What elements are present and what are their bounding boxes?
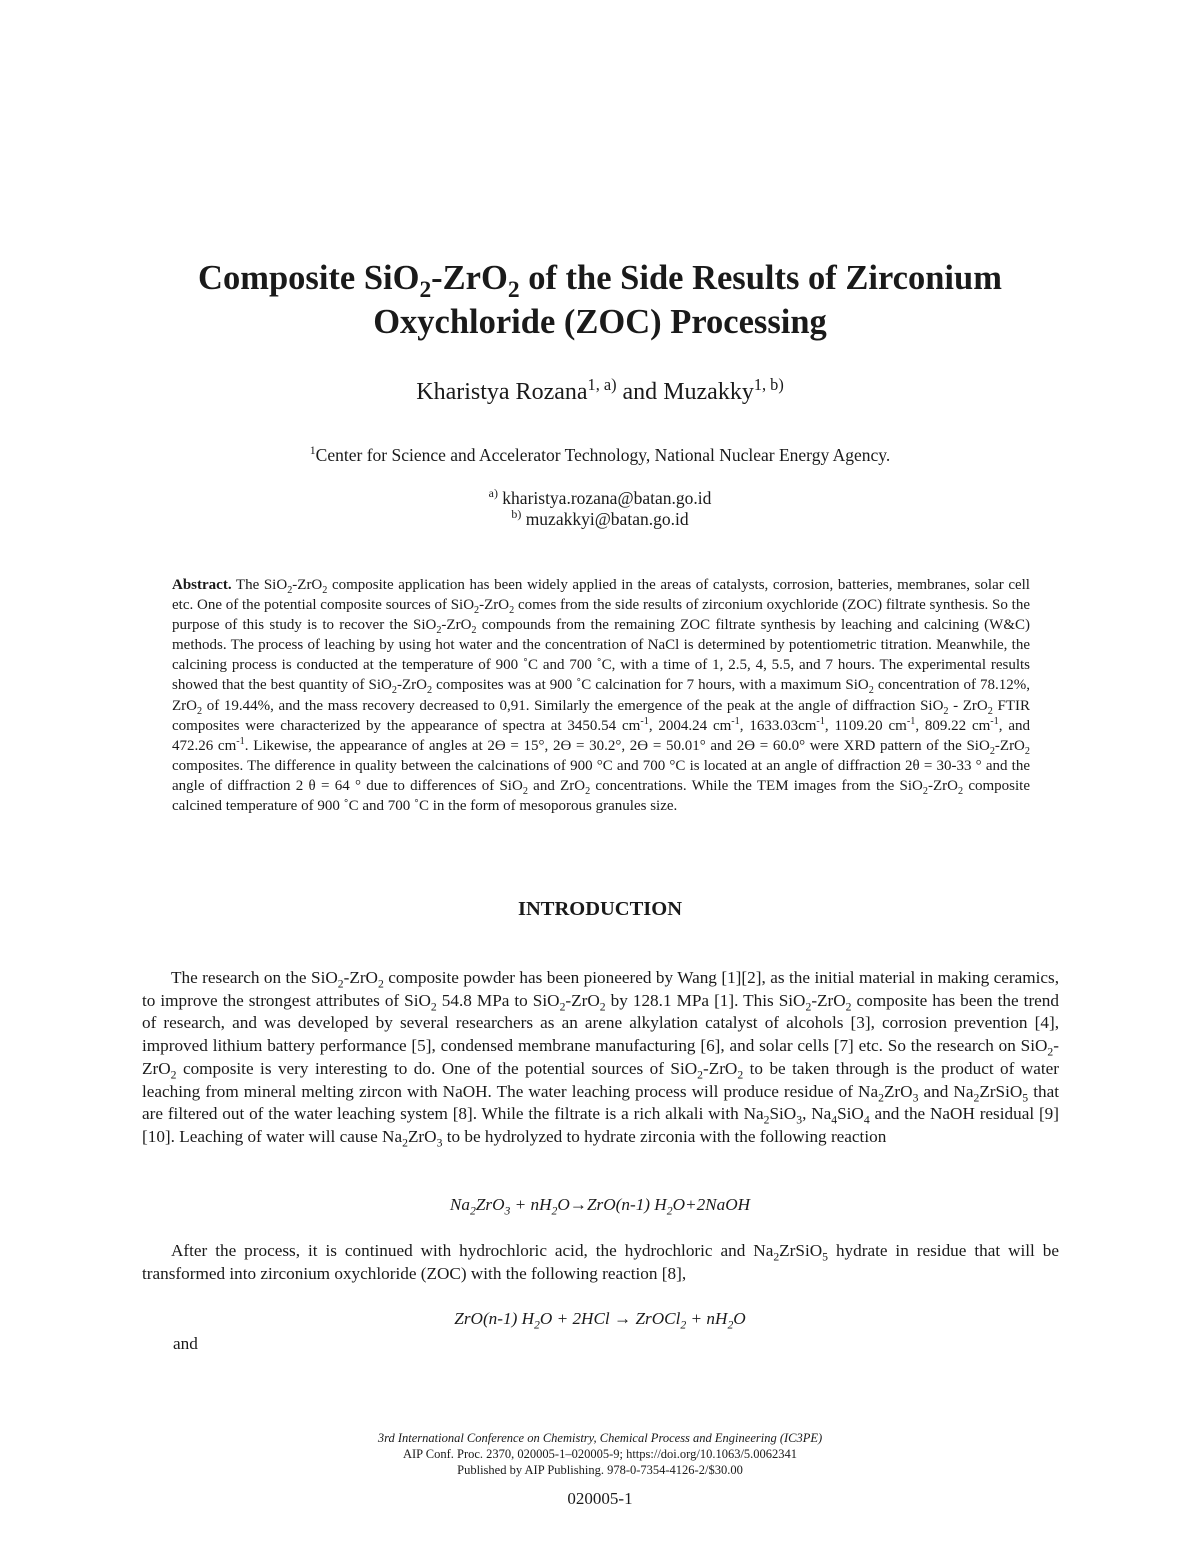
subscript: 2: [666, 1204, 673, 1218]
connector-text: and: [173, 1334, 198, 1353]
body-text: -ZrO: [142, 1036, 1059, 1078]
affiliation: [100, 443, 1100, 467]
email-mark: a): [488, 486, 498, 501]
equation-hydrolysis: [100, 1193, 1100, 1217]
subscript: 2: [534, 1318, 540, 1332]
title-text: -ZrO: [431, 259, 508, 297]
email-mark: b): [511, 507, 522, 522]
abstract-text: of 19.44%, and the mass recovery decreased to 0,91. Similarly the emergence of the peak at the angle of diffraction SiO: [202, 697, 944, 714]
body-text: -ZrO: [811, 990, 846, 1010]
section-heading-introduction: INTRODUCTION: [517, 898, 683, 920]
body-text: and Na: [918, 1081, 974, 1101]
abstract-label: Abstract.: [172, 577, 232, 593]
subscript: 2: [697, 1068, 703, 1082]
subscript: 2: [868, 685, 874, 697]
subscript: 2: [469, 1204, 476, 1218]
body-text: composite powder has been pioneered by Wang [1][2], as the initial material in making ceramics, to improve the strongest attributes of SiO: [142, 968, 1060, 1010]
subscript: 2: [737, 1068, 744, 1082]
abstract: [172, 575, 1030, 816]
title-text: of the Side Results of Zirconium: [519, 259, 1002, 297]
body-text: 54.8 MPa to SiO: [436, 990, 560, 1010]
abstract-text: -ZrO: [292, 577, 323, 593]
subscript: 2: [1047, 1045, 1054, 1059]
abstract-text: , 1109.20 cm: [824, 717, 907, 734]
author-name: Muzakky: [663, 379, 754, 405]
equation-text: + nH: [686, 1309, 728, 1328]
title-subscript: 2: [419, 276, 432, 303]
abstract-text: - ZrO: [948, 697, 988, 714]
subscript: 2: [426, 685, 433, 697]
abstract-text: -ZrO: [396, 677, 427, 694]
subscript: 2: [943, 705, 949, 717]
superscript: -1: [236, 735, 245, 747]
equation-zoc-formation: [100, 1307, 1100, 1331]
body-text: and the NaOH residual [9][10]. Leaching of water will cause Na: [142, 1104, 1059, 1146]
subscript: 2: [763, 1113, 770, 1127]
subscript: 2: [471, 625, 477, 637]
email-list: [100, 488, 1100, 530]
subscript: 2: [845, 1000, 852, 1014]
email-line: [100, 509, 1100, 530]
footer-citation[interactable]: AIP Conf. Proc. 2370, 020005-1–020005-9; https://doi.org/10.1063/5.0062341: [402, 1447, 798, 1461]
subscript: 4: [863, 1113, 870, 1127]
subscript: 2: [922, 785, 928, 797]
subscript: 2: [773, 1250, 780, 1264]
body-text: by 128.1 MPa [1]. This SiO: [605, 990, 806, 1010]
superscript: -1: [816, 715, 825, 727]
body-text: to be taken through is the product of water leaching from mineral melting zircon with NaOH. The water leaching process will produce residue of Na: [142, 1058, 1059, 1101]
subscript: 2: [805, 1000, 812, 1014]
equation-text: O→ZrO(n-1) H: [557, 1195, 667, 1214]
subscript: 2: [436, 625, 442, 637]
abstract-text: -ZrO: [927, 777, 958, 794]
affiliation-mark: 1: [309, 443, 316, 458]
subscript: 3: [504, 1204, 511, 1218]
subscript: 2: [197, 705, 203, 717]
paper-title: [100, 256, 1100, 344]
equation-text: Na: [449, 1195, 470, 1214]
abstract-text: , 1633.03cm: [739, 717, 817, 734]
title-line-2: Oxychloride (ZOC) Processing: [373, 303, 827, 341]
body-text: composite has been the trend of research, and was developed by several researchers as an arene alkylation catalyst of alcohols [3], corrosion prevention [4], improved lithium battery performance [5], condensed membrane manufacturing [6], and solar cells [7] etc. So the research on SiO: [142, 990, 1059, 1056]
subscript: 2: [680, 1318, 687, 1332]
equation-text: ZrO: [475, 1195, 505, 1214]
abstract-text: , 809.22 cm: [915, 717, 991, 734]
subscript: 5: [1022, 1090, 1029, 1104]
body-text: ZrO: [407, 1126, 437, 1146]
subscript: 2: [727, 1318, 734, 1332]
subscript: 2: [391, 685, 397, 697]
subscript: 2: [878, 1090, 884, 1104]
subscript: 2: [377, 977, 384, 991]
abstract-text: composites was at 900 ˚C calcination for 7 hours, with a maximum SiO: [432, 677, 869, 694]
body-text: After the process, it is continued with hydrochloric acid, the hydrochloric and Na: [171, 1241, 774, 1260]
body-text: to be hydrolyzed to hydrate zirconia with the following reaction: [442, 1126, 887, 1146]
body-paragraph: [142, 967, 1059, 1149]
abstract-text: composite calcined temperature of 900 ˚C and 700 ˚C in the form of mesoporous granules size.: [172, 777, 1030, 815]
page-number: 020005-1: [567, 1489, 633, 1508]
subscript: 2: [522, 785, 528, 797]
subscript: 3: [796, 1113, 803, 1127]
subscript: 2: [402, 1136, 408, 1150]
abstract-text: composite application has been widely applied in the areas of catalysts, corrosion, batteries, membranes, solar cell etc. One of the potential composite sources of SiO: [172, 577, 1030, 614]
superscript: -1: [640, 715, 649, 727]
body-text: -ZrO: [343, 968, 378, 987]
body-text: composite is very interesting to do. One of the potential sources of SiO: [176, 1058, 698, 1078]
subscript: 2: [957, 785, 964, 797]
subscript: 5: [822, 1250, 828, 1264]
superscript: -1: [990, 715, 999, 727]
title-text: Composite SiO: [198, 259, 420, 297]
author-conjunction: and: [616, 379, 664, 405]
title-subscript: 2: [507, 276, 520, 303]
subscript: 2: [322, 585, 328, 596]
abstract-text: -ZrO: [994, 737, 1025, 754]
abstract-text: . Likewise, the appearance of angles at 2Ɵ = 15°, 2Ɵ = 30.2°, 2Ɵ = 50.01° and 2Ɵ = 60.0° were XRD pattern of the SiO: [244, 737, 990, 754]
body-text: -ZrO: [565, 990, 600, 1010]
body-text: hydrate in residue that will be transformed into zirconium oxychloride (ZOC) with the following reaction [8],: [142, 1241, 1059, 1283]
equation-text: O+2NaOH: [672, 1195, 751, 1214]
body-text: ZrO: [883, 1081, 913, 1101]
subscript: 2: [430, 1000, 437, 1014]
abstract-text: and ZrO: [527, 777, 586, 794]
abstract-text: compounds from the remaining ZOC filtrate synthesis by leaching and calcining (W&C) methods. The process of leaching by using hot water and the concentration of NaCl is determined by potentiometric titration. Meanwhile, the calcining process is conducted at the temperature of 900 ˚C and 700 ˚C, with a time of 1, 2.5, 4, 5.5, and 7 hours. The experimental results showed that the best quantity of SiO: [172, 617, 1031, 694]
subscript: 2: [599, 1000, 606, 1014]
body-text: -ZrO: [702, 1058, 738, 1078]
abstract-text: , and 472.26 cm: [172, 717, 1031, 754]
subscript: 2: [551, 1204, 558, 1218]
subscript: 2: [474, 605, 480, 617]
body-text: ZrSiO: [779, 1241, 823, 1260]
body-text: that are filtered out of the water leaching system [8]. While the filtrate is a rich alkali with Na: [142, 1081, 1059, 1124]
abstract-text: concentration of 78.12%, ZrO: [172, 677, 1030, 714]
abstract-text: The SiO: [231, 577, 288, 593]
author-affiliation-mark: 1, a): [587, 375, 617, 394]
body-text: SiO: [769, 1104, 797, 1124]
abstract-text: -ZrO: [441, 617, 472, 634]
superscript: -1: [731, 715, 740, 727]
equation-text: ZrO(n-1) H: [454, 1309, 535, 1328]
subscript: 3: [436, 1136, 443, 1150]
footer: [100, 1430, 1100, 1478]
body-paragraph: [142, 1240, 1059, 1285]
subscript: 2: [973, 1090, 980, 1104]
author-name: Kharistya Rozana: [416, 379, 588, 405]
affiliation-text: Center for Science and Accelerator Technology, National Nuclear Energy Agency.: [315, 445, 891, 465]
equation-text: O: [733, 1309, 746, 1328]
subscript: 2: [1024, 745, 1030, 757]
subscript: 2: [509, 605, 515, 617]
subscript: 2: [585, 785, 591, 797]
abstract-text: comes from the side results of zirconium oxychloride (ZOC) filtrate synthesis. So the purpose of this study is to recover the SiO: [172, 597, 1030, 634]
abstract-text: FTIR composites were characterized by the appearance of spectra at 3450.54 cm: [172, 697, 1030, 734]
body-text: , Na: [802, 1104, 832, 1124]
subscript: 2: [337, 977, 344, 991]
subscript: 3: [912, 1090, 919, 1104]
author-list: [100, 376, 1100, 408]
equation-text: + nH: [510, 1195, 552, 1214]
footer-publisher: Published by AIP Publishing. 978-0-7354-4126-2/$30.00: [457, 1463, 743, 1477]
body-text: The research on the SiO: [171, 968, 338, 987]
body-text: SiO: [837, 1104, 864, 1124]
abstract-text: , 2004.24 cm: [648, 717, 732, 734]
abstract-text: composites. The difference in quality between the calcinations of 900 °C and 700 °C is located at an angle of diffraction 2θ = 30-33 ° and the angle of diffraction 2 θ = 64 ° due to differences of SiO: [172, 757, 1030, 794]
subscript: 2: [170, 1068, 177, 1082]
abstract-text: concentrations. While the TEM images from the SiO: [590, 777, 923, 794]
footer-conference: 3rd International Conference on Chemistry, Chemical Process and Engineering (IC3PE): [377, 1431, 823, 1445]
subscript: 2: [987, 705, 993, 717]
email-address[interactable]: kharistya.rozana@batan.go.id: [502, 488, 712, 508]
email-line: [100, 488, 1100, 509]
abstract-text: -ZrO: [479, 597, 510, 614]
email-address[interactable]: muzakkyi@batan.go.id: [525, 509, 689, 529]
equation-text: O + 2HCl → ZrOCl: [539, 1309, 681, 1328]
subscript: 2: [559, 1000, 566, 1014]
subscript: 4: [831, 1113, 838, 1127]
superscript: -1: [906, 715, 916, 727]
body-text: ZrSiO: [979, 1081, 1023, 1101]
subscript: 2: [287, 585, 293, 596]
subscript: 2: [989, 745, 995, 757]
author-affiliation-mark: 1, b): [753, 375, 784, 394]
